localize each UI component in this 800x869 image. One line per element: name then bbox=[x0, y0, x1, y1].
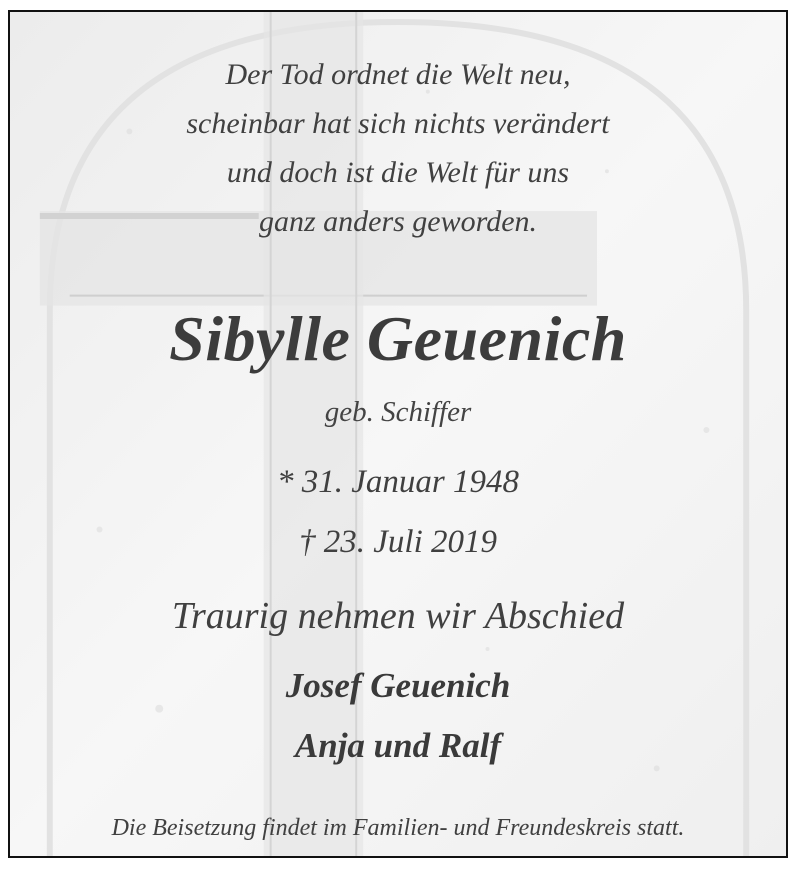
mourner-name: Josef Geuenich bbox=[285, 666, 511, 705]
deceased-name: Sibylle Geuenich bbox=[169, 303, 627, 374]
poem-line: Der Tod ordnet die Welt neu, bbox=[225, 58, 571, 91]
mourner-name: Anja und Ralf bbox=[294, 726, 502, 765]
memorial-poem bbox=[10, 50, 786, 246]
birth-date: * 31. Januar 1948 bbox=[277, 464, 519, 500]
poem-line: ganz anders geworden. bbox=[258, 205, 538, 238]
poem-line: und doch ist die Welt für uns bbox=[226, 156, 570, 189]
burial-notice: Die Beisetzung findet im Familien- und Freundeskreis statt. bbox=[111, 815, 685, 841]
obituary-notice bbox=[8, 10, 788, 858]
poem-line: scheinbar hat sich nichts verändert bbox=[186, 107, 610, 140]
farewell-line: Traurig nehmen wir Abschied bbox=[171, 595, 625, 637]
maiden-name: geb. Schiffer bbox=[324, 396, 472, 428]
death-date: † 23. Juli 2019 bbox=[299, 524, 497, 560]
